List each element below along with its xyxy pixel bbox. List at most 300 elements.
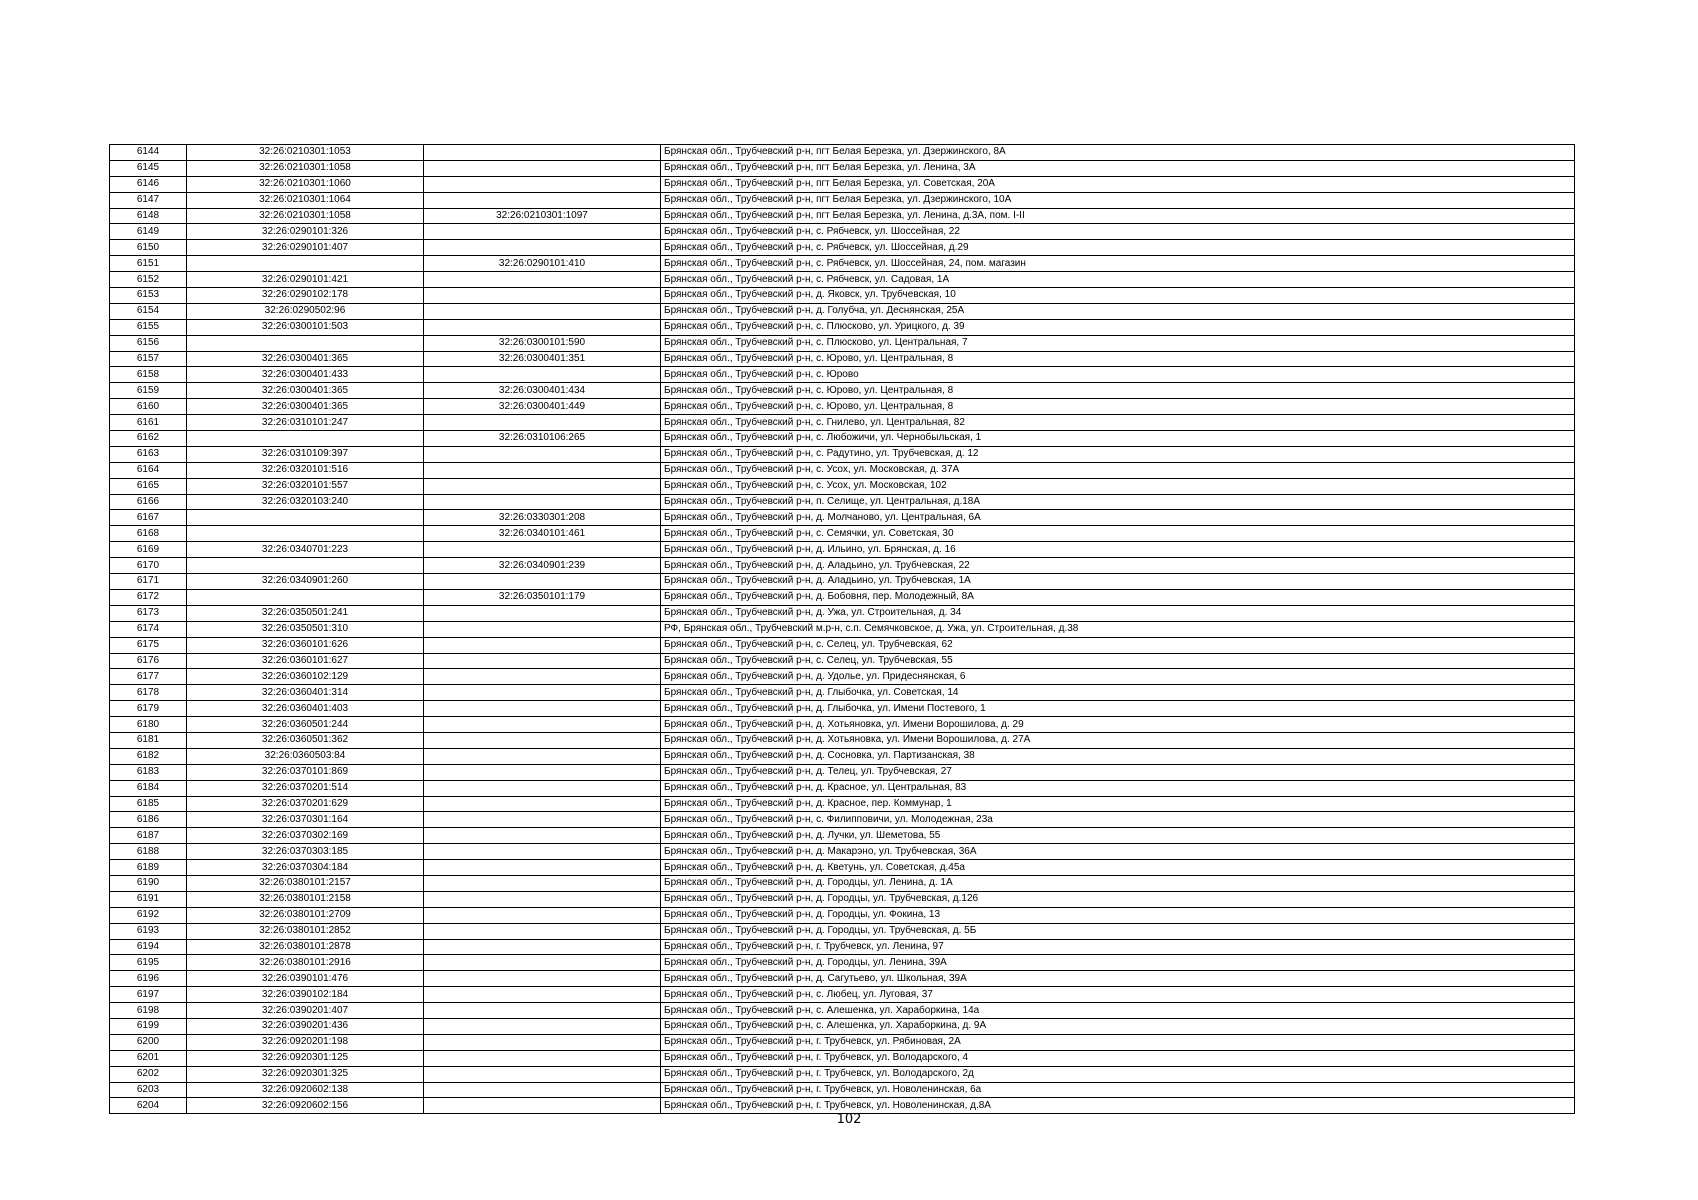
row-number-cell: 6188	[110, 844, 187, 860]
row-number-cell: 6170	[110, 558, 187, 574]
row-number-cell: 6192	[110, 907, 187, 923]
row-number-cell: 6161	[110, 415, 187, 431]
row-number-cell: 6183	[110, 764, 187, 780]
table-row	[110, 764, 1575, 780]
premises-cadastral-number-cell	[424, 955, 661, 971]
cadastral-number-cell: 32:26:0370201:514	[187, 780, 424, 796]
row-number-cell: 6144	[110, 145, 187, 161]
address-cell: Брянская обл., Трубчевский р-н, с. Юрово	[661, 367, 1575, 383]
cadastral-number-cell: 32:26:0210301:1060	[187, 176, 424, 192]
address-cell: Брянская обл., Трубчевский р-н, д. Бобовня, пер. Молодежный, 8А	[661, 589, 1575, 605]
address-cell: Брянская обл., Трубчевский р-н, с. Усох, ул. Московская, 102	[661, 478, 1575, 494]
table-row	[110, 462, 1575, 478]
table-row	[110, 732, 1575, 748]
address-cell: Брянская обл., Трубчевский р-н, с. Рябчевск, ул. Шоссейная, 24, пом. магазин	[661, 256, 1575, 272]
row-number-cell: 6145	[110, 160, 187, 176]
cadastral-number-cell	[187, 335, 424, 351]
cadastral-number-cell: 32:26:0290101:421	[187, 272, 424, 288]
cadastral-number-cell: 32:26:0360503:84	[187, 748, 424, 764]
premises-cadastral-number-cell	[424, 780, 661, 796]
row-number-cell: 6153	[110, 288, 187, 304]
cadastral-number-cell: 32:26:0210301:1058	[187, 208, 424, 224]
table-row	[110, 335, 1575, 351]
cadastral-number-cell: 32:26:0370304:184	[187, 860, 424, 876]
row-number-cell: 6168	[110, 526, 187, 542]
address-cell: РФ, Брянская обл., Трубчевский м.р-н, с.п. Семячковское, д. Ужа, ул. Строительная, д.38	[661, 621, 1575, 637]
table-row	[110, 145, 1575, 161]
table-row	[110, 303, 1575, 319]
table-row	[110, 478, 1575, 494]
cadastral-number-cell: 32:26:0920201:198	[187, 1034, 424, 1050]
table-row	[110, 860, 1575, 876]
cadastral-number-cell: 32:26:0380101:2878	[187, 939, 424, 955]
address-cell: Брянская обл., Трубчевский р-н, д. Сагутьево, ул. Школьная, 39А	[661, 971, 1575, 987]
premises-cadastral-number-cell	[424, 542, 661, 558]
cadastral-number-cell: 32:26:0210301:1053	[187, 145, 424, 161]
cadastral-number-cell	[187, 526, 424, 542]
row-number-cell: 6167	[110, 510, 187, 526]
row-number-cell: 6149	[110, 224, 187, 240]
table-row	[110, 1082, 1575, 1098]
premises-cadastral-number-cell	[424, 891, 661, 907]
table-row	[110, 208, 1575, 224]
table-row	[110, 605, 1575, 621]
page-number: 102	[836, 1112, 862, 1127]
premises-cadastral-number-cell	[424, 923, 661, 939]
address-cell: Брянская обл., Трубчевский р-н, с. Плюсково, ул. Центральная, 7	[661, 335, 1575, 351]
address-cell: Брянская обл., Трубчевский р-н, д. Ильино, ул. Брянская, д. 16	[661, 542, 1575, 558]
table-row	[110, 971, 1575, 987]
table-row	[110, 446, 1575, 462]
cadastral-number-cell: 32:26:0360501:362	[187, 732, 424, 748]
row-number-cell: 6164	[110, 462, 187, 478]
table-row	[110, 383, 1575, 399]
address-cell: Брянская обл., Трубчевский р-н, д. Кветунь, ул. Советская, д.45а	[661, 860, 1575, 876]
row-number-cell: 6146	[110, 176, 187, 192]
address-cell: Брянская обл., Трубчевский р-н, с. Филипповичи, ул. Молодежная, 23а	[661, 812, 1575, 828]
row-number-cell: 6160	[110, 399, 187, 415]
table-row	[110, 891, 1575, 907]
cadastral-number-cell: 32:26:0370201:629	[187, 796, 424, 812]
row-number-cell: 6151	[110, 256, 187, 272]
cadastral-number-cell: 32:26:0370301:164	[187, 812, 424, 828]
table-row	[110, 621, 1575, 637]
row-number-cell: 6171	[110, 574, 187, 590]
table-row	[110, 240, 1575, 256]
cadastral-number-cell: 32:26:0300401:365	[187, 351, 424, 367]
premises-cadastral-number-cell	[424, 319, 661, 335]
row-number-cell: 6180	[110, 717, 187, 733]
premises-cadastral-number-cell	[424, 1034, 661, 1050]
cadastral-number-cell: 32:26:0370303:185	[187, 844, 424, 860]
address-cell: Брянская обл., Трубчевский р-н, с. Любец, ул. Луговая, 37	[661, 987, 1575, 1003]
premises-cadastral-number-cell: 32:26:0330301:208	[424, 510, 661, 526]
cadastral-number-cell	[187, 256, 424, 272]
row-number-cell: 6150	[110, 240, 187, 256]
premises-cadastral-number-cell	[424, 764, 661, 780]
premises-cadastral-number-cell	[424, 860, 661, 876]
row-number-cell: 6176	[110, 653, 187, 669]
cadastral-number-cell: 32:26:0350501:310	[187, 621, 424, 637]
premises-cadastral-number-cell: 32:26:0350101:179	[424, 589, 661, 605]
cadastral-number-cell: 32:26:0360401:403	[187, 701, 424, 717]
table-row	[110, 637, 1575, 653]
row-number-cell: 6148	[110, 208, 187, 224]
table-row	[110, 717, 1575, 733]
row-number-cell: 6158	[110, 367, 187, 383]
premises-cadastral-number-cell	[424, 1082, 661, 1098]
premises-cadastral-number-cell	[424, 685, 661, 701]
row-number-cell: 6179	[110, 701, 187, 717]
cadastral-number-cell: 32:26:0380101:2157	[187, 875, 424, 891]
premises-cadastral-number-cell: 32:26:0340901:239	[424, 558, 661, 574]
address-cell: Брянская обл., Трубчевский р-н, г. Трубчевск, ул. Рябиновая, 2А	[661, 1034, 1575, 1050]
row-number-cell: 6187	[110, 828, 187, 844]
cadastral-number-cell: 32:26:0320103:240	[187, 494, 424, 510]
table-row	[110, 415, 1575, 431]
address-cell: Брянская обл., Трубчевский р-н, д. Удолье, ул. Придеснянская, 6	[661, 669, 1575, 685]
cadastral-number-cell: 32:26:0380101:2709	[187, 907, 424, 923]
address-cell: Брянская обл., Трубчевский р-н, пгт Белая Березка, ул. Ленина, 3А	[661, 160, 1575, 176]
row-number-cell: 6178	[110, 685, 187, 701]
cadastral-number-cell: 32:26:0920602:138	[187, 1082, 424, 1098]
address-cell: Брянская обл., Трубчевский р-н, с. Плюсково, ул. Урицкого, д. 39	[661, 319, 1575, 335]
premises-cadastral-number-cell: 32:26:0300401:434	[424, 383, 661, 399]
row-number-cell: 6174	[110, 621, 187, 637]
table-row	[110, 1050, 1575, 1066]
row-number-cell: 6152	[110, 272, 187, 288]
table-row	[110, 955, 1575, 971]
cadastral-number-cell: 32:26:0390201:407	[187, 1003, 424, 1019]
address-cell: Брянская обл., Трубчевский р-н, с. Любожичи, ул. Чернобыльская, 1	[661, 431, 1575, 447]
premises-cadastral-number-cell	[424, 160, 661, 176]
cadastral-number-cell: 32:26:0340901:260	[187, 574, 424, 590]
row-number-cell: 6204	[110, 1098, 187, 1114]
cadastral-number-cell: 32:26:0360401:314	[187, 685, 424, 701]
table-row	[110, 796, 1575, 812]
cadastral-number-cell: 32:26:0360102:129	[187, 669, 424, 685]
cadastral-number-cell: 32:26:0310101:247	[187, 415, 424, 431]
premises-cadastral-number-cell: 32:26:0300101:590	[424, 335, 661, 351]
premises-cadastral-number-cell: 32:26:0210301:1097	[424, 208, 661, 224]
cadastral-number-cell: 32:26:0360101:626	[187, 637, 424, 653]
table-row	[110, 685, 1575, 701]
table-row	[110, 526, 1575, 542]
table-row	[110, 589, 1575, 605]
cadastral-number-cell: 32:26:0920301:325	[187, 1066, 424, 1082]
premises-cadastral-number-cell	[424, 574, 661, 590]
address-cell: Брянская обл., Трубчевский р-н, д. Городцы, ул. Фокина, 13	[661, 907, 1575, 923]
table-row	[110, 494, 1575, 510]
address-cell: Брянская обл., Трубчевский р-н, д. Лучки, ул. Шеметова, 55	[661, 828, 1575, 844]
cadastral-number-cell	[187, 431, 424, 447]
cadastral-number-cell: 32:26:0290101:326	[187, 224, 424, 240]
table-row	[110, 1003, 1575, 1019]
row-number-cell: 6194	[110, 939, 187, 955]
cadastral-number-cell	[187, 558, 424, 574]
row-number-cell: 6157	[110, 351, 187, 367]
address-cell: Брянская обл., Трубчевский р-н, г. Трубчевск, ул. Новоленинская, д.8А	[661, 1098, 1575, 1114]
table-row	[110, 701, 1575, 717]
property-registry-table	[109, 144, 1575, 1114]
row-number-cell: 6193	[110, 923, 187, 939]
premises-cadastral-number-cell: 32:26:0300401:449	[424, 399, 661, 415]
address-cell: Брянская обл., Трубчевский р-н, с. Юрово, ул. Центральная, 8	[661, 351, 1575, 367]
cadastral-number-cell: 32:26:0380101:2916	[187, 955, 424, 971]
address-cell: Брянская обл., Трубчевский р-н, д. Городцы, ул. Трубчевская, д. 5Б	[661, 923, 1575, 939]
address-cell: Брянская обл., Трубчевский р-н, д. Аладьино, ул. Трубчевская, 1А	[661, 574, 1575, 590]
cadastral-number-cell: 32:26:0380101:2852	[187, 923, 424, 939]
address-cell: Брянская обл., Трубчевский р-н, с. Рябчевск, ул. Шоссейная, д.29	[661, 240, 1575, 256]
premises-cadastral-number-cell: 32:26:0310106:265	[424, 431, 661, 447]
cadastral-number-cell: 32:26:0920602:156	[187, 1098, 424, 1114]
premises-cadastral-number-cell	[424, 669, 661, 685]
cadastral-number-cell: 32:26:0390101:476	[187, 971, 424, 987]
cadastral-number-cell: 32:26:0360501:244	[187, 717, 424, 733]
premises-cadastral-number-cell	[424, 494, 661, 510]
premises-cadastral-number-cell	[424, 653, 661, 669]
premises-cadastral-number-cell	[424, 812, 661, 828]
cadastral-number-cell: 32:26:0290101:407	[187, 240, 424, 256]
row-number-cell: 6147	[110, 192, 187, 208]
row-number-cell: 6203	[110, 1082, 187, 1098]
premises-cadastral-number-cell	[424, 288, 661, 304]
premises-cadastral-number-cell	[424, 303, 661, 319]
table-row	[110, 1034, 1575, 1050]
table-row	[110, 367, 1575, 383]
address-cell: Брянская обл., Трубчевский р-н, пгт Белая Березка, ул. Дзержинского, 8А	[661, 145, 1575, 161]
cadastral-number-cell: 32:26:0210301:1064	[187, 192, 424, 208]
premises-cadastral-number-cell	[424, 939, 661, 955]
table-row	[110, 542, 1575, 558]
table-row	[110, 907, 1575, 923]
address-cell: Брянская обл., Трубчевский р-н, д. Макарэно, ул. Трубчевская, 36А	[661, 844, 1575, 860]
address-cell: Брянская обл., Трубчевский р-н, д. Голубча, ул. Деснянская, 25А	[661, 303, 1575, 319]
premises-cadastral-number-cell	[424, 1018, 661, 1034]
cadastral-number-cell: 32:26:0320101:557	[187, 478, 424, 494]
row-number-cell: 6166	[110, 494, 187, 510]
premises-cadastral-number-cell	[424, 176, 661, 192]
table-row	[110, 923, 1575, 939]
premises-cadastral-number-cell: 32:26:0300401:351	[424, 351, 661, 367]
address-cell: Брянская обл., Трубчевский р-н, д. Телец, ул. Трубчевская, 27	[661, 764, 1575, 780]
cadastral-number-cell: 32:26:0300401:433	[187, 367, 424, 383]
cadastral-number-cell: 32:26:0300401:365	[187, 383, 424, 399]
cadastral-number-cell: 32:26:0350501:241	[187, 605, 424, 621]
address-cell: Брянская обл., Трубчевский р-н, с. Юрово, ул. Центральная, 8	[661, 399, 1575, 415]
table-row	[110, 748, 1575, 764]
cadastral-number-cell	[187, 510, 424, 526]
cadastral-number-cell: 32:26:0290502:96	[187, 303, 424, 319]
row-number-cell: 6169	[110, 542, 187, 558]
address-cell: Брянская обл., Трубчевский р-н, с. Рябчевск, ул. Садовая, 1А	[661, 272, 1575, 288]
row-number-cell: 6185	[110, 796, 187, 812]
row-number-cell: 6202	[110, 1066, 187, 1082]
address-cell: Брянская обл., Трубчевский р-н, пгт Белая Березка, ул. Советская, 20А	[661, 176, 1575, 192]
address-cell: Брянская обл., Трубчевский р-н, г. Трубчевск, ул. Володарского, 2д	[661, 1066, 1575, 1082]
address-cell: Брянская обл., Трубчевский р-н, д. Сосновка, ул. Партизанская, 38	[661, 748, 1575, 764]
premises-cadastral-number-cell	[424, 145, 661, 161]
table-row	[110, 176, 1575, 192]
table-row	[110, 939, 1575, 955]
address-cell: Брянская обл., Трубчевский р-н, д. Городцы, ул. Ленина, д. 1А	[661, 875, 1575, 891]
premises-cadastral-number-cell	[424, 478, 661, 494]
address-cell: Брянская обл., Трубчевский р-н, г. Трубчевск, ул. Володарского, 4	[661, 1050, 1575, 1066]
table-row	[110, 653, 1575, 669]
address-cell: Брянская обл., Трубчевский р-н, с. Селец, ул. Трубчевская, 55	[661, 653, 1575, 669]
premises-cadastral-number-cell	[424, 717, 661, 733]
premises-cadastral-number-cell	[424, 1066, 661, 1082]
address-cell: Брянская обл., Трубчевский р-н, д. Городцы, ул. Трубчевская, д.126	[661, 891, 1575, 907]
row-number-cell: 6196	[110, 971, 187, 987]
cadastral-number-cell: 32:26:0380101:2158	[187, 891, 424, 907]
address-cell: Брянская обл., Трубчевский р-н, д. Городцы, ул. Ленина, 39А	[661, 955, 1575, 971]
table-row	[110, 875, 1575, 891]
premises-cadastral-number-cell	[424, 367, 661, 383]
cadastral-number-cell: 32:26:0370302:169	[187, 828, 424, 844]
row-number-cell: 6198	[110, 1003, 187, 1019]
premises-cadastral-number-cell: 32:26:0340101:461	[424, 526, 661, 542]
address-cell: Брянская обл., Трубчевский р-н, д. Аладьино, ул. Трубчевская, 22	[661, 558, 1575, 574]
row-number-cell: 6181	[110, 732, 187, 748]
premises-cadastral-number-cell	[424, 796, 661, 812]
premises-cadastral-number-cell	[424, 748, 661, 764]
table-row	[110, 844, 1575, 860]
cadastral-number-cell: 32:26:0300401:365	[187, 399, 424, 415]
row-number-cell: 6165	[110, 478, 187, 494]
row-number-cell: 6163	[110, 446, 187, 462]
row-number-cell: 6199	[110, 1018, 187, 1034]
table-row	[110, 780, 1575, 796]
table-row	[110, 987, 1575, 1003]
address-cell: Брянская обл., Трубчевский р-н, д. Яковск, ул. Трубчевская, 10	[661, 288, 1575, 304]
table-row	[110, 256, 1575, 272]
address-cell: Брянская обл., Трубчевский р-н, с. Селец, ул. Трубчевская, 62	[661, 637, 1575, 653]
address-cell: Брянская обл., Трубчевский р-н, с. Алешенка, ул. Хараборкина, д. 9А	[661, 1018, 1575, 1034]
table-row	[110, 669, 1575, 685]
address-cell: Брянская обл., Трубчевский р-н, п. Селище, ул. Центральная, д.18А	[661, 494, 1575, 510]
row-number-cell: 6159	[110, 383, 187, 399]
premises-cadastral-number-cell	[424, 446, 661, 462]
table-row	[110, 431, 1575, 447]
cadastral-number-cell: 32:26:0320101:516	[187, 462, 424, 478]
address-cell: Брянская обл., Трубчевский р-н, д. Красное, пер. Коммунар, 1	[661, 796, 1575, 812]
table-row	[110, 510, 1575, 526]
row-number-cell: 6154	[110, 303, 187, 319]
row-number-cell: 6197	[110, 987, 187, 1003]
premises-cadastral-number-cell	[424, 971, 661, 987]
address-cell: Брянская обл., Трубчевский р-н, с. Алешенка, ул. Хараборкина, 14а	[661, 1003, 1575, 1019]
table-row	[110, 351, 1575, 367]
premises-cadastral-number-cell	[424, 828, 661, 844]
row-number-cell: 6173	[110, 605, 187, 621]
address-cell: Брянская обл., Трубчевский р-н, с. Усох, ул. Московская, д. 37А	[661, 462, 1575, 478]
premises-cadastral-number-cell	[424, 1003, 661, 1019]
premises-cadastral-number-cell	[424, 240, 661, 256]
premises-cadastral-number-cell	[424, 844, 661, 860]
premises-cadastral-number-cell	[424, 875, 661, 891]
cadastral-number-cell: 32:26:0340701:223	[187, 542, 424, 558]
address-cell: Брянская обл., Трубчевский р-н, д. Ужа, ул. Строительная, д. 34	[661, 605, 1575, 621]
cadastral-number-cell: 32:26:0360101:627	[187, 653, 424, 669]
premises-cadastral-number-cell	[424, 701, 661, 717]
row-number-cell: 6175	[110, 637, 187, 653]
cadastral-number-cell: 32:26:0210301:1058	[187, 160, 424, 176]
premises-cadastral-number-cell: 32:26:0290101:410	[424, 256, 661, 272]
table-row	[110, 812, 1575, 828]
table-row	[110, 1018, 1575, 1034]
address-cell: Брянская обл., Трубчевский р-н, пгт Белая Березка, ул. Ленина, д.3А, пом. I-II	[661, 208, 1575, 224]
table-row	[110, 574, 1575, 590]
row-number-cell: 6189	[110, 860, 187, 876]
address-cell: Брянская обл., Трубчевский р-н, с. Радутино, ул. Трубчевская, д. 12	[661, 446, 1575, 462]
registry-table-body	[110, 145, 1575, 1114]
row-number-cell: 6156	[110, 335, 187, 351]
address-cell: Брянская обл., Трубчевский р-н, д. Хотьяновка, ул. Имени Ворошилова, д. 27А	[661, 732, 1575, 748]
address-cell: Брянская обл., Трубчевский р-н, д. Глыбочка, ул. Имени Постевого, 1	[661, 701, 1575, 717]
premises-cadastral-number-cell	[424, 415, 661, 431]
row-number-cell: 6200	[110, 1034, 187, 1050]
row-number-cell: 6186	[110, 812, 187, 828]
premises-cadastral-number-cell	[424, 732, 661, 748]
premises-cadastral-number-cell	[424, 192, 661, 208]
row-number-cell: 6172	[110, 589, 187, 605]
premises-cadastral-number-cell	[424, 1050, 661, 1066]
row-number-cell: 6190	[110, 875, 187, 891]
address-cell: Брянская обл., Трубчевский р-н, д. Красное, ул. Центральная, 83	[661, 780, 1575, 796]
cadastral-number-cell: 32:26:0920301:125	[187, 1050, 424, 1066]
premises-cadastral-number-cell	[424, 605, 661, 621]
row-number-cell: 6155	[110, 319, 187, 335]
row-number-cell: 6162	[110, 431, 187, 447]
table-row	[110, 192, 1575, 208]
address-cell: Брянская обл., Трубчевский р-н, пгт Белая Березка, ул. Дзержинского, 10А	[661, 192, 1575, 208]
table-row	[110, 224, 1575, 240]
row-number-cell: 6201	[110, 1050, 187, 1066]
premises-cadastral-number-cell	[424, 987, 661, 1003]
row-number-cell: 6191	[110, 891, 187, 907]
row-number-cell: 6184	[110, 780, 187, 796]
premises-cadastral-number-cell	[424, 907, 661, 923]
cadastral-number-cell: 32:26:0310109:397	[187, 446, 424, 462]
address-cell: Брянская обл., Трубчевский р-н, с. Юрово, ул. Центральная, 8	[661, 383, 1575, 399]
table-row	[110, 828, 1575, 844]
premises-cadastral-number-cell	[424, 462, 661, 478]
address-cell: Брянская обл., Трубчевский р-н, г. Трубчевск, ул. Новоленинская, 6а	[661, 1082, 1575, 1098]
cadastral-number-cell: 32:26:0390201:436	[187, 1018, 424, 1034]
table-row	[110, 272, 1575, 288]
table-row	[110, 319, 1575, 335]
table-row	[110, 558, 1575, 574]
address-cell: Брянская обл., Трубчевский р-н, с. Гнилево, ул. Центральная, 82	[661, 415, 1575, 431]
table-row	[110, 399, 1575, 415]
cadastral-number-cell: 32:26:0300101:503	[187, 319, 424, 335]
cadastral-number-cell: 32:26:0290102:178	[187, 288, 424, 304]
premises-cadastral-number-cell	[424, 637, 661, 653]
address-cell: Брянская обл., Трубчевский р-н, д. Молчаново, ул. Центральная, 6А	[661, 510, 1575, 526]
cadastral-number-cell	[187, 589, 424, 605]
table-row	[110, 288, 1575, 304]
address-cell: Брянская обл., Трубчевский р-н, с. Рябчевск, ул. Шоссейная, 22	[661, 224, 1575, 240]
row-number-cell: 6195	[110, 955, 187, 971]
address-cell: Брянская обл., Трубчевский р-н, д. Хотьяновка, ул. Имени Ворошилова, д. 29	[661, 717, 1575, 733]
row-number-cell: 6177	[110, 669, 187, 685]
premises-cadastral-number-cell	[424, 621, 661, 637]
premises-cadastral-number-cell	[424, 224, 661, 240]
premises-cadastral-number-cell	[424, 272, 661, 288]
table-row	[110, 160, 1575, 176]
address-cell: Брянская обл., Трубчевский р-н, г. Трубчевск, ул. Ленина, 97	[661, 939, 1575, 955]
